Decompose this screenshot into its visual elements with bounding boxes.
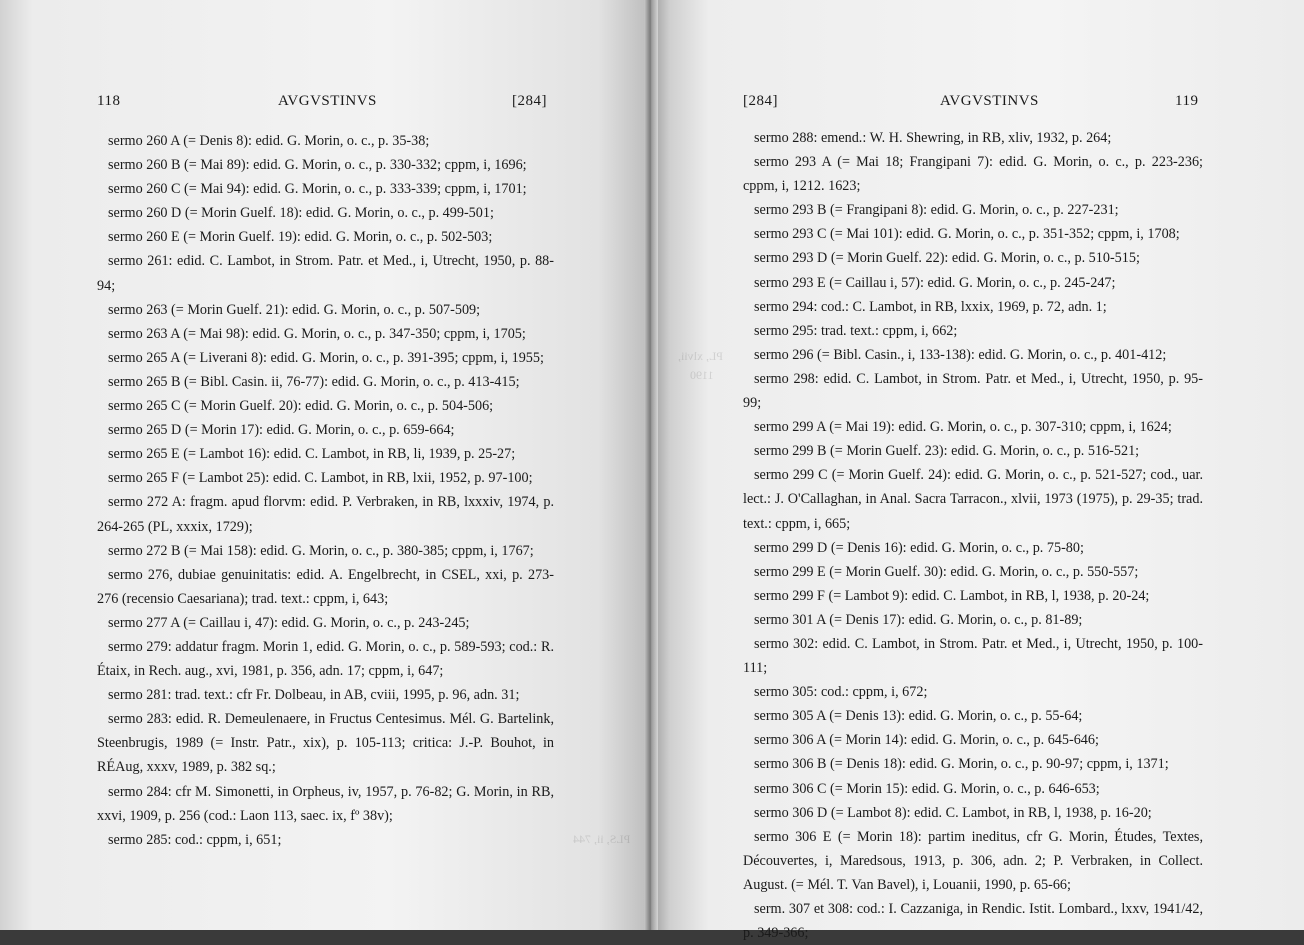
list-item: sermo 263 A (= Mai 98): edid. G. Morin, o. c., p. 347-350; cppm, i, 1705;: [108, 325, 526, 342]
list-item: sermo 299 A (= Mai 19): edid. G. Morin, o. c., p. 307-310; cppm, i, 1624;: [754, 419, 1172, 436]
list-item: sermo 265 D (= Morin 17): edid. G. Morin, o. c., p. 659-664;: [108, 422, 455, 439]
right-page: [650, 0, 1304, 942]
page-number: 119: [1175, 93, 1199, 109]
section-number: [284]: [743, 93, 778, 109]
list-item: sermo 305 A (= Denis 13): edid. G. Morin, o. c., p. 55-64;: [754, 708, 1083, 725]
bleed-through-note: PL, xlvii,: [678, 349, 724, 363]
list-item: sermo 293 D (= Morin Guelf. 22): edid. G. Morin, o. c., p. 510-515;: [754, 250, 1140, 267]
list-item: sermo 281: trad. text.: cfr Fr. Dolbeau, in AB, cviii, 1995, p. 96, adn. 31;: [108, 687, 520, 704]
list-item: sermo 260 B (= Mai 89): edid. G. Morin, o. c., p. 330-332; cppm, i, 1696;: [108, 157, 527, 174]
list-item: sermo 293 A (= Mai 18; Frangipani 7): edid. G. Morin, o. c., p. 223-236; cppm, i, 1212. 1623;: [743, 154, 1203, 195]
list-item: sermo 265 B (= Bibl. Casin. ii, 76-77): edid. G. Morin, o. c., p. 413-415;: [108, 373, 520, 390]
entry-list: [743, 126, 1203, 945]
list-item: sermo 306 A (= Morin 14): edid. G. Morin, o. c., p. 645-646;: [754, 732, 1099, 749]
running-title: AVGVSTINVS: [940, 93, 1039, 109]
list-item: sermo 296 (= Bibl. Casin., i, 133-138): edid. G. Morin, o. c., p. 401-412;: [754, 346, 1167, 363]
list-item: sermo 276, dubiae genuinitatis: edid. A. Engelbrecht, in CSEL, xxi, p. 273-276 (recensio Caesariana); trad. text.: cppm, i, 643;: [97, 566, 554, 607]
list-item: sermo 260 A (= Denis 8): edid. G. Morin, o. c., p. 35-38;: [108, 133, 430, 149]
list-item: sermo 299 F (= Lambot 9): edid. C. Lambot, in RB, l, 1938, p. 20-24;: [754, 587, 1150, 604]
list-item: sermo 306 E (= Morin 18): partim ineditus, cfr G. Morin, Études, Textes, Découvertes, i, Maredsous, 1913, p. 306, adn. 2; P. Verbraken, in Collect. August. (= Mél. T. Van Bavel), i, Louanii, 1990, p. 65-66;: [743, 828, 1203, 893]
list-item: sermo 261: edid. C. Lambot, in Strom. Patr. et Med., i, Utrecht, 1950, p. 88-94;: [97, 253, 554, 294]
list-item: sermo 272 B (= Mai 158): edid. G. Morin, o. c., p. 380-385; cppm, i, 1767;: [108, 542, 534, 559]
bleed-through-note: 1190: [690, 368, 714, 382]
list-item: sermo 283: edid. R. Demeulenaere, in Fructus Centesimus. Mél. G. Bartelink, Steenbrugis, 1989 (= Instr. Patr., xix), p. 105-113; critica: J.-P. Bouhot, in RÉAug, xxxv, 1989, p. 382 sq.;: [97, 711, 554, 776]
list-item: serm. 307 et 308: cod.: I. Cazzaniga, in Rendic. Istit. Lombard., lxxv, 1941/42, p. 349-366;: [743, 901, 1203, 942]
list-item: sermo 306 C (= Morin 15): edid. G. Morin, o. c., p. 646-653;: [754, 780, 1100, 797]
list-item: sermo 295: trad. text.: cppm, i, 662;: [754, 322, 958, 339]
book-gutter: [644, 0, 658, 930]
list-item: sermo 265 A (= Liverani 8): edid. G. Morin, o. c., p. 391-395; cppm, i, 1955;: [108, 349, 544, 366]
list-item: sermo 293 E (= Caillau i, 57): edid. G. Morin, o. c., p. 245-247;: [754, 274, 1116, 291]
list-item: sermo 305: cod.: cppm, i, 672;: [754, 684, 928, 701]
list-item: sermo 284: cfr M. Simonetti, in Orpheus, iv, 1957, p. 76-82; G. Morin, in RB, xxvi, 1909, p. 256 (cod.: Laon 113, saec. ix, fº 38v);: [97, 783, 554, 824]
list-item: sermo 260 C (= Mai 94): edid. G. Morin, o. c., p. 333-339; cppm, i, 1701;: [108, 181, 527, 198]
list-item: sermo 260 E (= Morin Guelf. 19): edid. G. Morin, o. c., p. 502-503;: [108, 229, 493, 246]
list-item: sermo 293 C (= Mai 101): edid. G. Morin, o. c., p. 351-352; cppm, i, 1708;: [754, 226, 1180, 243]
list-item: sermo 301 A (= Denis 17): edid. G. Morin, o. c., p. 81-89;: [754, 611, 1083, 628]
list-item: sermo 265 E (= Lambot 16): edid. C. Lambot, in RB, li, 1939, p. 25-27;: [108, 446, 516, 463]
list-item: sermo 299 C (= Morin Guelf. 24): edid. G. Morin, o. c., p. 521-527; cod., uar. lect.: J. O'Callaghan, in Anal. Sacra Tarracon., xlvii, 1973 (1975), p. 29-35; trad. text.: cppm, i, 665;: [743, 467, 1203, 532]
section-number: [284]: [512, 93, 547, 109]
running-title: AVGVSTINVS: [278, 93, 377, 109]
list-item: sermo 293 B (= Frangipani 8): edid. G. Morin, o. c., p. 227-231;: [754, 202, 1119, 219]
page-number: 118: [97, 93, 121, 109]
list-item: sermo 298: edid. C. Lambot, in Strom. Patr. et Med., i, Utrecht, 1950, p. 95-99;: [743, 370, 1203, 412]
list-item: sermo 306 D (= Lambot 8): edid. C. Lambot, in RB, l, 1938, p. 16-20;: [754, 804, 1152, 821]
list-item: sermo 265 F (= Lambot 25): edid. C. Lambot, in RB, lxii, 1952, p. 97-100;: [108, 470, 533, 487]
list-item: sermo 306 B (= Denis 18): edid. G. Morin, o. c., p. 90-97; cppm, i, 1371;: [754, 756, 1169, 773]
list-item: sermo 285: cod.: cppm, i, 651;: [108, 831, 282, 848]
list-item: sermo 265 C (= Morin Guelf. 20): edid. G. Morin, o. c., p. 504-506;: [108, 398, 494, 415]
list-item: sermo 299 D (= Denis 16): edid. G. Morin, o. c., p. 75-80;: [754, 539, 1084, 556]
list-item: sermo 263 (= Morin Guelf. 21): edid. G. Morin, o. c., p. 507-509;: [108, 301, 481, 318]
list-item: sermo 272 A: fragm. apud florvm: edid. P. Verbraken, in RB, lxxxiv, 1974, p. 264-265 (PL, xxxix, 1729);: [97, 494, 554, 535]
list-item: sermo 279: addatur fragm. Morin 1, edid. G. Morin, o. c., p. 589-593; cod.: R. Étaix, in Rech. aug., xvi, 1981, p. 356, adn. 17; cppm, i, 647;: [97, 638, 554, 680]
bleed-through-note: PLS, ii, 744: [573, 832, 631, 846]
list-item: sermo 277 A (= Caillau i, 47): edid. G. Morin, o. c., p. 243-245;: [108, 614, 470, 631]
entry-list: [97, 129, 554, 852]
list-item: sermo 302: edid. C. Lambot, in Strom. Patr. et Med., i, Utrecht, 1950, p. 100-111;: [743, 635, 1203, 677]
list-item: sermo 260 D (= Morin Guelf. 18): edid. G. Morin, o. c., p. 499-501;: [108, 205, 494, 222]
list-item: sermo 294: cod.: C. Lambot, in RB, lxxix, 1969, p. 72, adn. 1;: [754, 298, 1107, 315]
list-item: sermo 299 E (= Morin Guelf. 30): edid. G. Morin, o. c., p. 550-557;: [754, 563, 1139, 580]
left-page: [0, 0, 650, 930]
list-item: sermo 299 B (= Morin Guelf. 23): edid. G. Morin, o. c., p. 516-521;: [754, 443, 1140, 460]
list-item: sermo 288: emend.: W. H. Shewring, in RB, xliv, 1932, p. 264;: [754, 130, 1112, 146]
